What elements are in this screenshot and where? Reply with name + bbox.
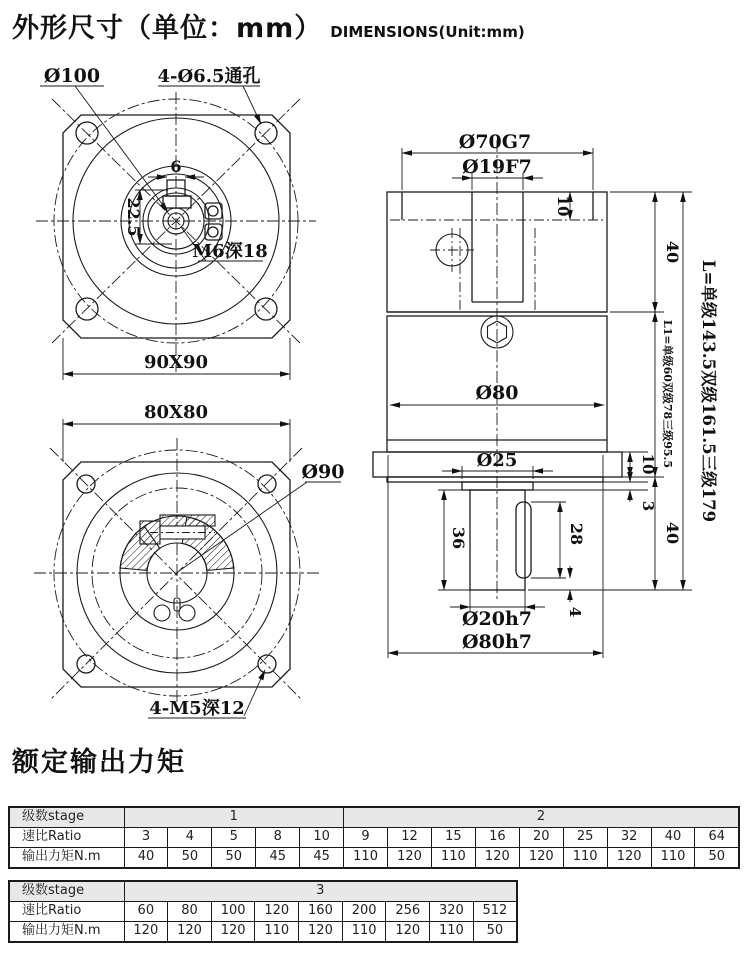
side-access-hole	[430, 228, 474, 272]
value-cell: 45	[256, 848, 300, 869]
value-cell: 9	[344, 828, 388, 848]
value-cell: 120	[475, 848, 519, 869]
value-cell: 12	[388, 828, 432, 848]
value-cell: 256	[386, 902, 430, 922]
dim-label-recess-depth: 10	[554, 195, 572, 217]
torque-section-title: 额定输出力矩	[12, 747, 186, 778]
dim-label-boss-step: 3	[639, 500, 657, 512]
torque-table-stage-1-2	[8, 806, 740, 869]
output-face-hole	[179, 605, 195, 621]
dim-label-keyway-length: 28	[567, 522, 586, 546]
dim-label-center-tap: M6深18	[192, 241, 268, 262]
dim-label-m5-holes: 4-M5深12	[149, 698, 245, 719]
output-boss	[462, 482, 533, 490]
value-cell: 25	[563, 828, 607, 848]
value-cell: 120	[388, 848, 432, 869]
table-row	[9, 848, 739, 869]
dims-bottom-view	[63, 419, 341, 718]
terminal-hole	[208, 227, 218, 237]
value-cell: 5	[212, 828, 256, 848]
table-row	[9, 807, 739, 828]
corner-hole	[258, 475, 276, 493]
value-cell: 10	[300, 828, 344, 848]
value-cell: 160	[299, 902, 343, 922]
value-cell: 120	[255, 902, 299, 922]
terminal-hole	[208, 206, 218, 216]
table-row	[9, 828, 739, 848]
row-label: 级数stage	[9, 881, 124, 902]
dims-top-view	[40, 86, 290, 380]
value-cell: 110	[342, 922, 386, 943]
value-cell: 45	[300, 848, 344, 869]
dim-label-body-dia: Ø80	[475, 382, 519, 404]
value-cell: 4	[168, 828, 212, 848]
torque-table	[8, 806, 740, 869]
stage-group-cell: 1	[124, 807, 344, 828]
value-cell: 110	[255, 922, 299, 943]
value-cell: 3	[124, 828, 168, 848]
value-cell: 16	[475, 828, 519, 848]
dim-label-input-bore: Ø19F7	[462, 156, 532, 178]
side-view-drawing	[373, 131, 719, 658]
value-cell: 200	[342, 902, 386, 922]
shaft-keyway	[516, 502, 531, 578]
output-face-hole	[154, 605, 170, 621]
torque-table	[8, 880, 518, 943]
value-cell: 120	[607, 848, 651, 869]
page-title-en: DIMENSIONS(Unit:mm)	[330, 23, 525, 41]
dim-label-key-width: 6	[170, 157, 182, 176]
value-cell: 120	[124, 922, 168, 943]
row-label: 速比Ratio	[9, 828, 124, 848]
value-cell: 60	[124, 902, 168, 922]
value-cell: 32	[607, 828, 651, 848]
front-view-bottom-drawing	[34, 402, 345, 719]
value-cell: 80	[168, 902, 212, 922]
dim-label-register: Ø70G7	[458, 131, 532, 153]
value-cell: 50	[695, 848, 739, 869]
row-label: 级数stage	[9, 807, 124, 828]
value-cell: 40	[124, 848, 168, 869]
stage-group-cell: 2	[344, 807, 739, 828]
keyway-base	[163, 196, 191, 208]
value-cell: 120	[299, 922, 343, 943]
value-cell: 512	[473, 902, 517, 922]
page-title-cn: 外形尺寸（单位：mm）	[12, 13, 323, 44]
dim-label-boss-dia: Ø25	[476, 450, 518, 471]
row-label: 输出力矩N.m	[9, 848, 124, 869]
dim-label-key-offset: 22.5	[124, 197, 143, 237]
value-cell: 15	[431, 828, 475, 848]
dims-side-view	[388, 148, 692, 658]
dim-label-spigot-dia: Ø80h7	[461, 631, 533, 653]
table-row	[9, 902, 517, 922]
value-cell: 40	[651, 828, 695, 848]
corner-hole	[258, 655, 276, 673]
value-cell: 50	[212, 848, 256, 869]
value-cell: 100	[211, 902, 255, 922]
row-label: 速比Ratio	[9, 902, 124, 922]
dim-label-input-height: 40	[663, 240, 682, 264]
table-row	[9, 881, 517, 902]
value-cell: 110	[344, 848, 388, 869]
dim-label-total-length: L=单级143.5双级161.5三级179	[699, 259, 718, 523]
row-label: 输出力矩N.m	[9, 922, 124, 943]
value-cell: 120	[168, 922, 212, 943]
flange-lip	[387, 477, 603, 482]
dim-label-intermediate-length: L1=单级60双级78三级95.5	[661, 319, 674, 469]
torque-table-stage-3	[8, 880, 518, 943]
value-cell: 110	[651, 848, 695, 869]
value-cell: 120	[211, 922, 255, 943]
dim-label-body-dia: Ø90	[301, 461, 345, 483]
value-cell: 320	[430, 902, 474, 922]
dim-label-flange-thickness: 10	[639, 453, 657, 475]
centerlines-top-view	[36, 92, 316, 372]
dim-label-key-end: 4	[566, 606, 584, 618]
value-cell: 64	[695, 828, 739, 848]
dim-label-output-height: 40	[663, 521, 682, 545]
table-row	[9, 922, 517, 943]
value-cell: 120	[386, 922, 430, 943]
stage-group-cell: 3	[124, 881, 517, 902]
value-cell: 120	[519, 848, 563, 869]
value-cell: 50	[473, 922, 517, 943]
value-cell: 110	[431, 848, 475, 869]
dim-label-shaft-dia: Ø20h7	[461, 608, 533, 630]
value-cell: 110	[430, 922, 474, 943]
dim-label-shaft-length: 36	[449, 526, 468, 550]
dim-label-bolt-circle: Ø100	[43, 65, 101, 87]
dim-label-flange-80: 80X80	[143, 402, 209, 423]
value-cell: 110	[563, 848, 607, 869]
value-cell: 8	[256, 828, 300, 848]
front-view-top-drawing	[36, 65, 316, 380]
dim-label-flange-90: 90X90	[143, 352, 209, 373]
dim-label-corner-holes: 4-Ø6.5通孔	[157, 66, 261, 87]
value-cell: 20	[519, 828, 563, 848]
value-cell: 50	[168, 848, 212, 869]
